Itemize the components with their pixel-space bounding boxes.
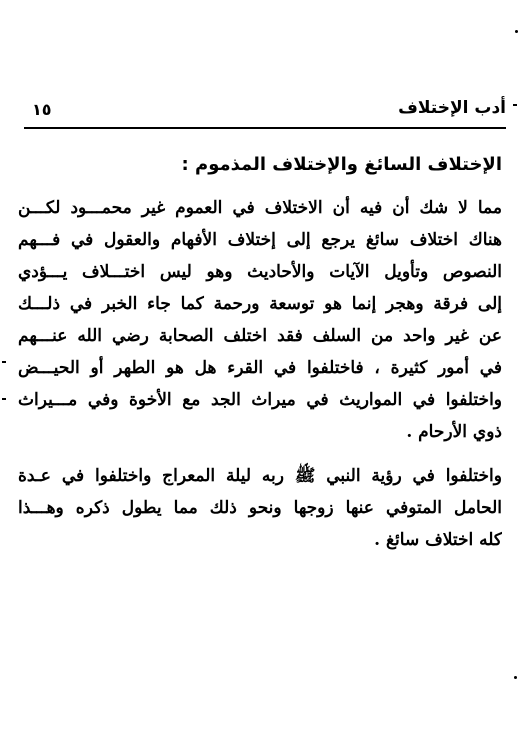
text-line: مما لا شك أن فيه أن الاختلاف في العموم غير محمـــود لكـــن xyxy=(18,198,502,218)
page-header xyxy=(24,96,506,126)
text-line: إلى فرقة وهجر إنما هو توسعة ورحمة كما جاء الخبر في ذلـــك xyxy=(18,294,502,314)
margin-mark xyxy=(513,104,517,106)
margin-dot xyxy=(515,30,518,33)
section-heading: الإختلاف السائغ والإختلاف المذموم : xyxy=(181,154,502,175)
page-number: ١٥ xyxy=(32,100,52,119)
text-line: عن غير واحد من السلف فقد اختلف الصحابة رضي الله عنـــهم xyxy=(18,326,502,346)
margin-mark xyxy=(2,361,6,363)
text-line: كله اختلاف سائغ . xyxy=(374,530,502,550)
body-text xyxy=(18,192,502,556)
text-line: ذوي الأرحام . xyxy=(406,422,502,442)
header-rule xyxy=(24,127,506,129)
text-line: الحامل المتوفي عنها زوجها ونحو ذلك مما يطول ذكره وهـــذا xyxy=(18,498,502,518)
paragraph xyxy=(18,460,502,556)
text-line: واختلفوا في المواريث في ميراث الجد مع الأخوة وفي مـــيراث xyxy=(18,390,502,410)
text-line: النصوص وتأويل الآيات والأحاديث وهو ليس اختـــلاف يـــؤدي xyxy=(18,262,502,282)
running-title: أدب الإختلاف xyxy=(398,98,506,118)
text-line: هناك اختلاف سائغ يرجع إلى إختلاف الأفهام والعقول في فـــهم xyxy=(18,230,502,250)
margin-dot xyxy=(514,676,517,679)
text-line: واختلفوا في رؤية النبي ﷺ ربه ليلة المعراج واختلفوا في عـدة xyxy=(18,466,502,486)
text-line: في أمور كثيرة ، فاختلفوا في القرء هل هو الطهر أو الحيـــض xyxy=(18,358,502,378)
paragraph xyxy=(18,192,502,448)
margin-mark xyxy=(2,398,6,400)
paragraph-gap xyxy=(18,448,502,460)
